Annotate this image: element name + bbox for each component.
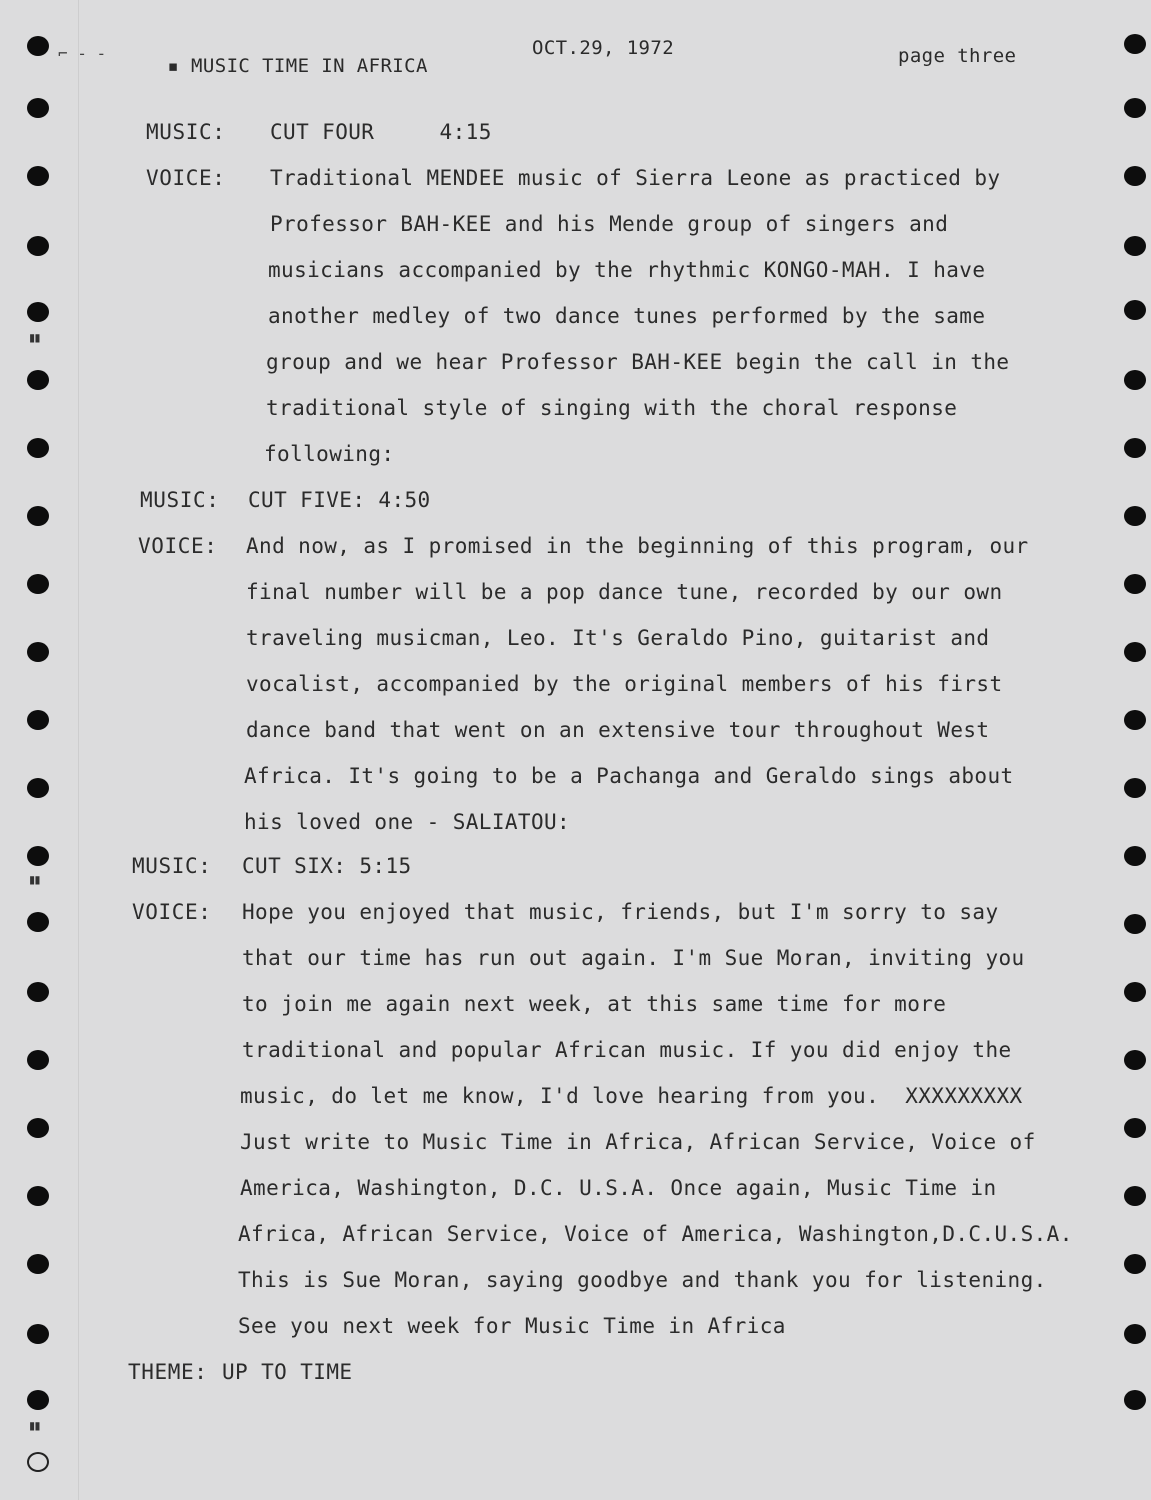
right-feed-hole	[1124, 98, 1146, 118]
script-line: that our time has run out again. I'm Sue Moran, inviting you	[242, 946, 1025, 970]
right-feed-hole	[1124, 710, 1146, 730]
script-line: dance band that went on an extensive tour throughout West	[246, 718, 990, 742]
script-line: musicians accompanied by the rhythmic KONGO-MAH. I have	[268, 258, 986, 282]
left-feed-hole	[27, 370, 49, 390]
script-line: group and we hear Professor BAH-KEE begin the call in the	[266, 350, 1010, 374]
right-feed-hole	[1124, 34, 1146, 54]
left-feed-hole	[27, 574, 49, 594]
left-feed-hole	[27, 1050, 49, 1070]
right-feed-hole	[1124, 1050, 1146, 1070]
left-feed-hole	[27, 36, 49, 56]
script-line: UP TO TIME	[222, 1360, 353, 1384]
script-line: And now, as I promised in the beginning of this program, our	[246, 534, 1029, 558]
left-feed-hole	[27, 506, 49, 526]
script-line: vocalist, accompanied by the original members of his first	[246, 672, 1003, 696]
right-feed-hole	[1124, 778, 1146, 798]
cue-label: MUSIC:	[140, 488, 220, 512]
left-feed-hole	[27, 438, 49, 458]
cue-label: MUSIC:	[146, 120, 226, 144]
left-feed-hole	[27, 302, 49, 322]
script-line: Hope you enjoyed that music, friends, but I'm sorry to say	[242, 900, 999, 924]
script-line: another medley of two dance tunes performed by the same	[268, 304, 986, 328]
left-feed-hole	[27, 642, 49, 662]
left-feed-hole	[27, 778, 49, 798]
script-line: traveling musicman, Leo. It's Geraldo Pino, guitarist and	[246, 626, 990, 650]
right-feed-hole	[1124, 166, 1146, 186]
right-feed-hole	[1124, 846, 1146, 866]
bullet-mark: ▪	[167, 55, 192, 77]
right-feed-hole	[1124, 642, 1146, 662]
pencil-mark: ⌐ - -	[58, 44, 107, 63]
script-line: CUT SIX: 5:15	[242, 854, 412, 878]
right-feed-hole	[1124, 438, 1146, 458]
right-feed-hole	[1124, 914, 1146, 934]
left-feed-hole	[27, 912, 49, 932]
right-feed-hole	[1124, 1254, 1146, 1274]
left-feed-hole	[27, 236, 49, 256]
script-line: following:	[264, 442, 395, 466]
left-feed-hole	[27, 1390, 49, 1410]
cue-label: VOICE:	[146, 166, 226, 190]
script-date: OCT.29, 1972	[532, 37, 675, 59]
script-line: Just write to Music Time in Africa, African Service, Voice of	[240, 1130, 1036, 1154]
script-line: CUT FIVE: 4:50	[248, 488, 431, 512]
header-title-line	[120, 30, 428, 102]
right-feed-hole	[1124, 506, 1146, 526]
cue-label: VOICE:	[132, 900, 212, 924]
left-feed-hole-open	[27, 1452, 49, 1472]
cue-label: MUSIC:	[132, 854, 212, 878]
left-feed-hole	[27, 1186, 49, 1206]
script-line: music, do let me know, I'd love hearing from you. XXXXXXXXX	[240, 1084, 1023, 1108]
script-title: MUSIC TIME IN AFRICA	[191, 55, 428, 77]
right-feed-hole	[1124, 574, 1146, 594]
right-feed-hole	[1124, 1118, 1146, 1138]
left-feed-hole	[27, 846, 49, 866]
left-feed-hole	[27, 166, 49, 186]
cue-label: VOICE:	[138, 534, 218, 558]
right-feed-hole	[1124, 236, 1146, 256]
script-line: traditional style of singing with the choral response	[266, 396, 958, 420]
perforation-mark: ▮▮	[28, 872, 39, 888]
left-tractor-holes	[27, 0, 55, 1500]
script-line: CUT FOUR 4:15	[270, 120, 492, 144]
left-feed-hole	[27, 1118, 49, 1138]
cue-label: THEME:	[128, 1360, 208, 1384]
script-line: traditional and popular African music. If you did enjoy the	[242, 1038, 1012, 1062]
script-line: final number will be a pop dance tune, recorded by our own	[246, 580, 1003, 604]
left-feed-hole	[27, 98, 49, 118]
left-feed-hole	[27, 1254, 49, 1274]
script-line: Professor BAH-KEE and his Mende group of singers and	[270, 212, 949, 236]
page-number: page three	[898, 45, 1017, 67]
right-feed-hole	[1124, 300, 1146, 320]
left-feed-hole	[27, 982, 49, 1002]
right-feed-hole	[1124, 370, 1146, 390]
script-line: Africa. It's going to be a Pachanga and Geraldo sings about	[244, 764, 1014, 788]
perforation-mark: ▮▮	[28, 1418, 39, 1434]
right-feed-hole	[1124, 982, 1146, 1002]
right-feed-hole	[1124, 1324, 1146, 1344]
script-line: America, Washington, D.C. U.S.A. Once again, Music Time in	[240, 1176, 997, 1200]
script-line: Africa, African Service, Voice of America, Washington,D.C.U.S.A.	[238, 1222, 1073, 1246]
script-line: Traditional MENDEE music of Sierra Leone as practiced by	[270, 166, 1001, 190]
perforation-mark: ▮▮	[28, 330, 39, 346]
script-line: to join me again next week, at this same time for more	[242, 992, 947, 1016]
script-line: This is Sue Moran, saying goodbye and thank you for listening.	[238, 1268, 1047, 1292]
left-feed-hole	[27, 710, 49, 730]
script-line: his loved one - SALIATOU:	[244, 810, 571, 834]
script-line: See you next week for Music Time in Africa	[238, 1314, 786, 1338]
right-tractor-holes	[1124, 0, 1151, 1500]
left-feed-hole	[27, 1324, 49, 1344]
right-feed-hole	[1124, 1390, 1146, 1410]
right-feed-hole	[1124, 1186, 1146, 1206]
